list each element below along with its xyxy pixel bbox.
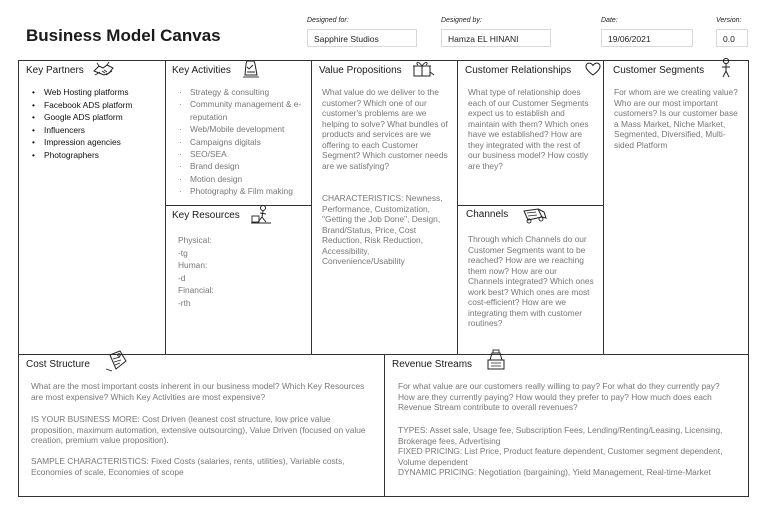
list-item: Financial:: [178, 285, 214, 295]
list-item: · Web/Mobile development: [176, 123, 306, 135]
designed-for-label: Designed for:: [307, 17, 349, 24]
key-resources-title: Key Resources: [172, 210, 240, 221]
list-item: • Influencers: [30, 124, 162, 137]
revenue-streams-fixed-pricing: FIXED PRICING: List Price, Product feature dependent, Customer segment dependent, Volume dependent: [398, 446, 723, 467]
customer-relationships-title: Customer Relationships: [465, 65, 572, 76]
cash-register-icon: [484, 348, 508, 372]
price-tag-icon: [104, 349, 130, 373]
checklist-icon: [241, 59, 261, 79]
designed-by-label: Designed by:: [441, 17, 482, 24]
factory-worker-icon: [250, 204, 272, 224]
list-item: • Photographers: [30, 149, 162, 162]
designed-for-field[interactable]: Sapphire Studios: [307, 29, 417, 47]
list-item: Physical:: [178, 235, 212, 245]
list-item: · Community management & e-reputation: [176, 98, 306, 123]
list-item: Human:: [178, 260, 208, 270]
list-item: · Motion design: [176, 173, 306, 185]
version-field[interactable]: 0.0: [716, 29, 748, 47]
list-item: · Photography & Film making: [176, 185, 306, 197]
key-partners-title: Key Partners: [26, 65, 84, 76]
value-propositions-question: What value do we deliver to the customer? Which one of our customer's problems are we helping to solve? What bundles of products and services are we offering to each Customer Segment? Which customer needs are we satisfying?: [322, 87, 448, 171]
list-item: • Google ADS platform: [30, 111, 162, 124]
list-item: · SEO/SEA: [176, 148, 306, 160]
heart-icon: [584, 61, 602, 77]
channels-title: Channels: [466, 209, 509, 220]
date-field[interactable]: 19/06/2021: [601, 29, 693, 47]
person-icon: [718, 57, 734, 79]
list-item: • Web Hosting platforms: [30, 86, 162, 99]
cost-structure-sample: SAMPLE CHARACTERISTICS: Fixed Costs (salaries, rents, utilities), Variable costs, Economies of scale, Economies of scope: [31, 456, 345, 477]
list-item: -tg: [178, 247, 188, 258]
value-propositions-characteristics: CHARACTERISTICS: Newness, Performance, Customization, "Getting the Job Done", Design, Brand/Status, Price, Cost Reduction, Risk Reduction, Accessibility, Convenience/Usability: [322, 193, 443, 266]
list-item: • Impression agencies: [30, 136, 162, 149]
revenue-streams-types: TYPES: Asset sale, Usage fee, Subscription Fees, Lending/Renting/Leasing, Licensing, Brokerage fees, Advertising: [398, 425, 723, 446]
truck-icon: [520, 205, 548, 225]
list-item: • Facebook ADS platform: [30, 99, 162, 112]
customer-relationships-question: What type of relationship does each of our Customer Segments expect us to establish and maintain with them? Which ones have we established? How are they integrated with the rest of our business model? How costly are they?: [468, 87, 589, 171]
customer-segments-question: For whom are we creating value? Who are our most important customers? Is our customer base a Mass Market, Niche Market, Segmented, Diversified, Multi-sided Platform: [614, 87, 738, 150]
handshake-icon: [92, 60, 116, 78]
version-label: Version:: [716, 17, 742, 24]
revenue-streams-question: For what value are our customers really willing to pay? For what do they currently pay? How are they currently paying? How would they prefer to pay? How much does each Revenue Stream contribute to overall revenues?: [398, 381, 720, 412]
page-title: Business Model Canvas: [26, 26, 221, 45]
date-label: Date:: [601, 17, 618, 24]
value-propositions-title: Value Propositions: [319, 65, 402, 76]
revenue-streams-title: Revenue Streams: [392, 359, 473, 370]
list-item: -rth: [178, 297, 191, 308]
cost-structure-more: IS YOUR BUSINESS MORE: Cost Driven (leanest cost structure, low price value proposition, maximum automation, extensive outsourcing), Value Driven (focused on value creation, premium value proposition).: [31, 414, 366, 445]
list-item: · Strategy & consulting: [176, 86, 306, 98]
gift-icon: [410, 58, 436, 78]
list-item: · Campaigns digitals: [176, 136, 306, 148]
revenue-streams-dynamic-pricing: DYNAMIC PRICING: Negotiation (bargaining), Yield Management, Real-time-Market: [398, 467, 711, 477]
designed-by-field[interactable]: Hamza EL HINANI: [441, 29, 551, 47]
key-activities-title: Key Activities: [172, 65, 231, 76]
key-activities-list: [176, 86, 306, 198]
key-resources-list: [178, 234, 298, 309]
key-partners-list: [30, 86, 162, 162]
list-item: · Brand design: [176, 160, 306, 172]
list-item: -d: [178, 272, 186, 283]
channels-question: Through which Channels do our Customer Segments want to be reached? How are we reaching them now? How are our Channels integrated? Which ones work best? Which ones are most cost-efficient? How are we integrating them with customer routines?: [468, 234, 594, 328]
cost-structure-title: Cost Structure: [26, 359, 90, 370]
cost-structure-question: What are the most important costs inherent in our business model? Which Key Resources are most expensive? Which Key Activities are most expensive?: [31, 381, 365, 402]
customer-segments-title: Customer Segments: [613, 65, 705, 76]
